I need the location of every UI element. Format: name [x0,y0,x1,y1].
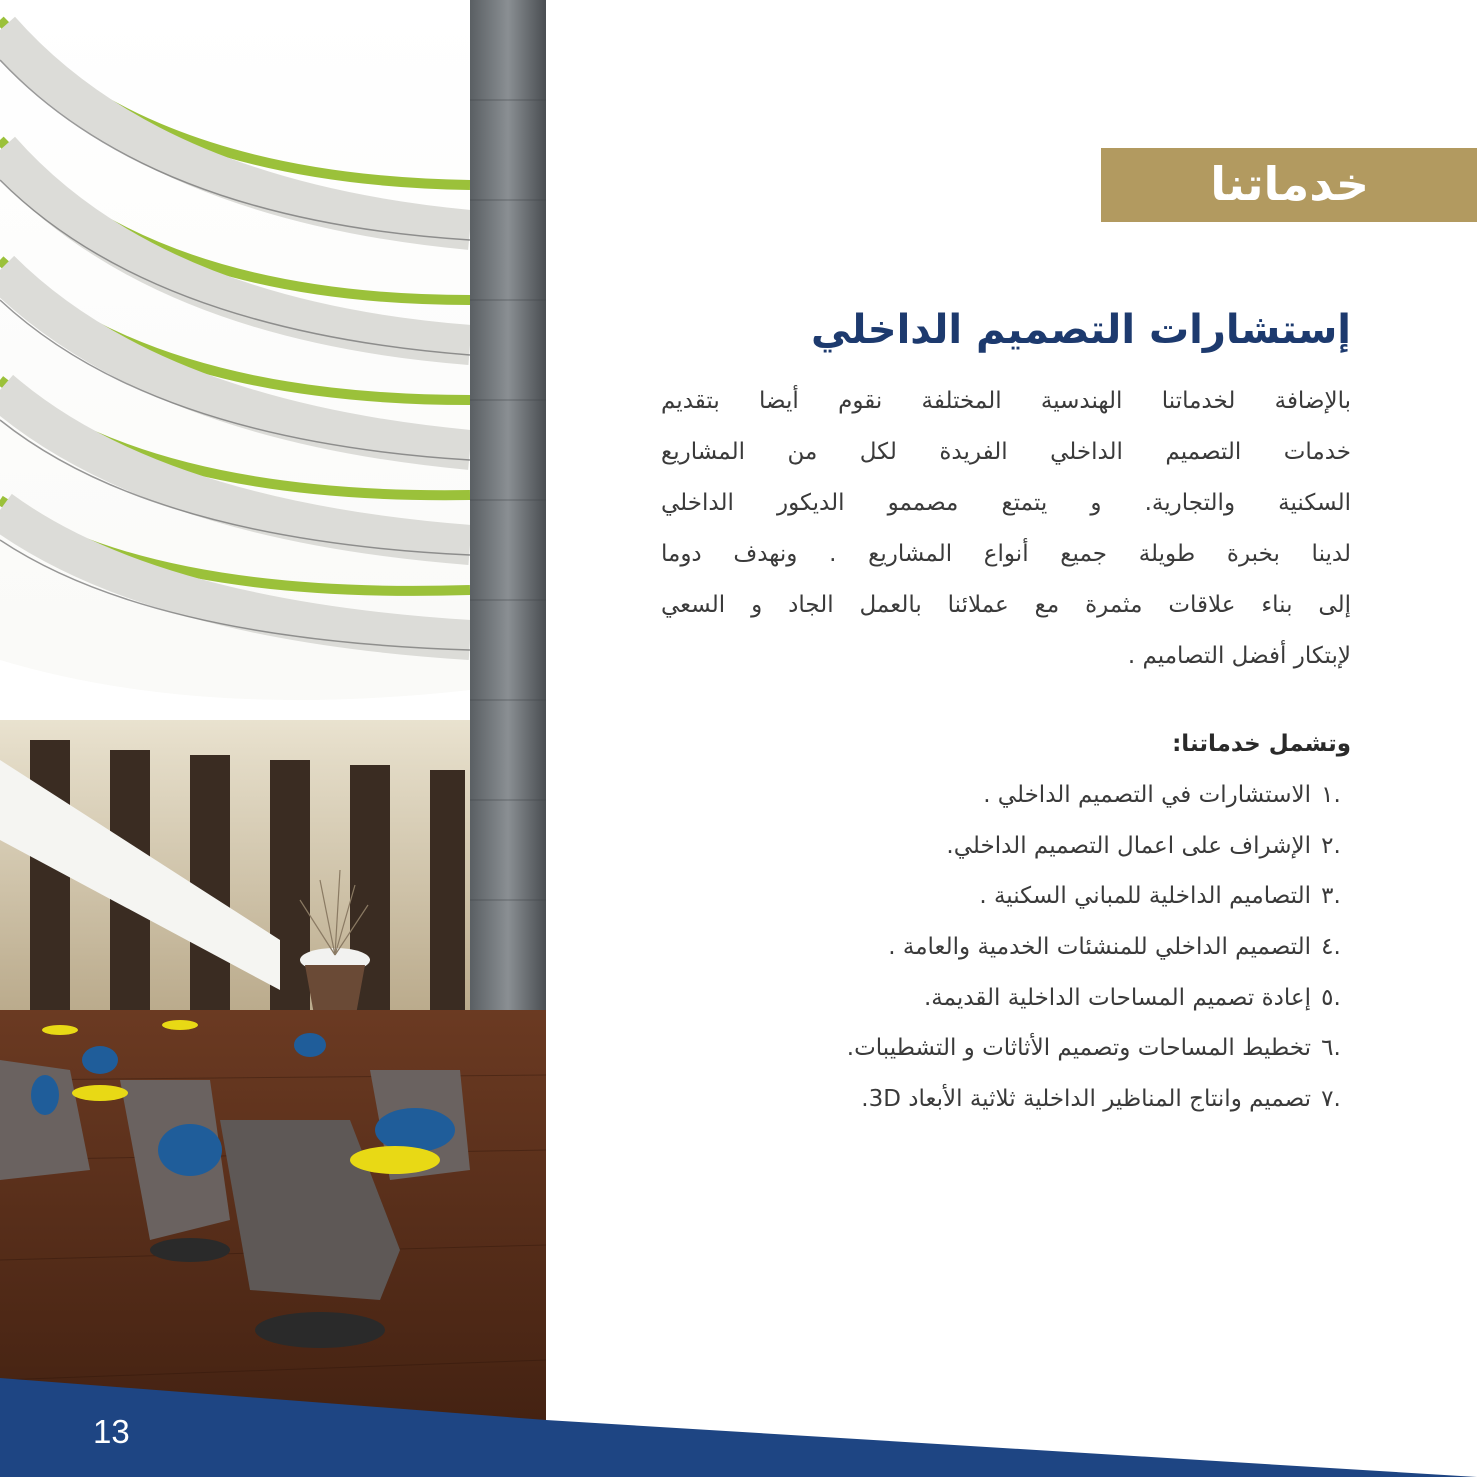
service-item [847,922,1351,973]
service-text: تخطيط المساحات وتصميم الأثاثات و التشطيبات. [846,1035,1311,1062]
intro-paragraph [661,376,1351,682]
services-list [847,770,1351,1124]
service-text: الإشراف على اعمال التصميم الداخلي. [946,832,1311,859]
paragraph-line: إلى بناء علاقات مثمرة مع عملائنا بالعمل الجاد و السعي [661,592,1351,618]
section-title-band [1101,148,1477,222]
footer-band [0,1370,1477,1477]
service-item [847,1023,1351,1074]
paragraph-line: السكنية والتجارية. و يتمتع مصممو الديكور الداخلي [661,490,1351,516]
service-number: .٥ [1321,984,1341,1011]
service-item [847,972,1351,1023]
paragraph-line: بالإضافة لخدماتنا الهندسية المختلفة نقوم أيضا بتقديم [661,388,1351,414]
service-number: .١ [1321,782,1341,809]
service-number: .٤ [1321,934,1341,961]
service-text: التصاميم الداخلية للمباني السكنية . [979,883,1311,910]
paragraph-line: لدينا بخبرة طويلة جميع أنواع المشاريع . ونهدف دوما [661,541,1351,567]
service-text: تصميم وانتاج المناظير الداخلية ثلاثية الأبعاد 3D. [861,1085,1311,1112]
paragraph-line: لإبتكار أفضل التصاميم . [1127,643,1351,669]
service-item [847,770,1351,821]
service-item [847,1074,1351,1125]
atrium-lounge-photo [0,0,546,1477]
paragraph-line: خدمات التصميم الداخلي الفريدة لكل من المشاريع [661,439,1351,465]
service-number: .٦ [1321,1035,1341,1062]
service-text: إعادة تصميم المساحات الداخلية القديمة. [923,984,1311,1011]
section-title: خدماتنا [1210,157,1369,211]
service-item [847,871,1351,922]
service-text: الاستشارات في التصميم الداخلي . [983,782,1311,809]
service-number: .٧ [1321,1085,1341,1112]
page-heading: إستشارات التصميم الداخلي [810,307,1351,353]
services-title: وتشمل خدماتنا: [1172,731,1351,757]
service-number: .٢ [1321,832,1341,859]
service-item [847,821,1351,872]
service-number: .٣ [1321,883,1341,910]
service-text: التصميم الداخلي للمنشئات الخدمية والعامة . [888,934,1311,961]
page-number: 13 [93,1413,130,1450]
